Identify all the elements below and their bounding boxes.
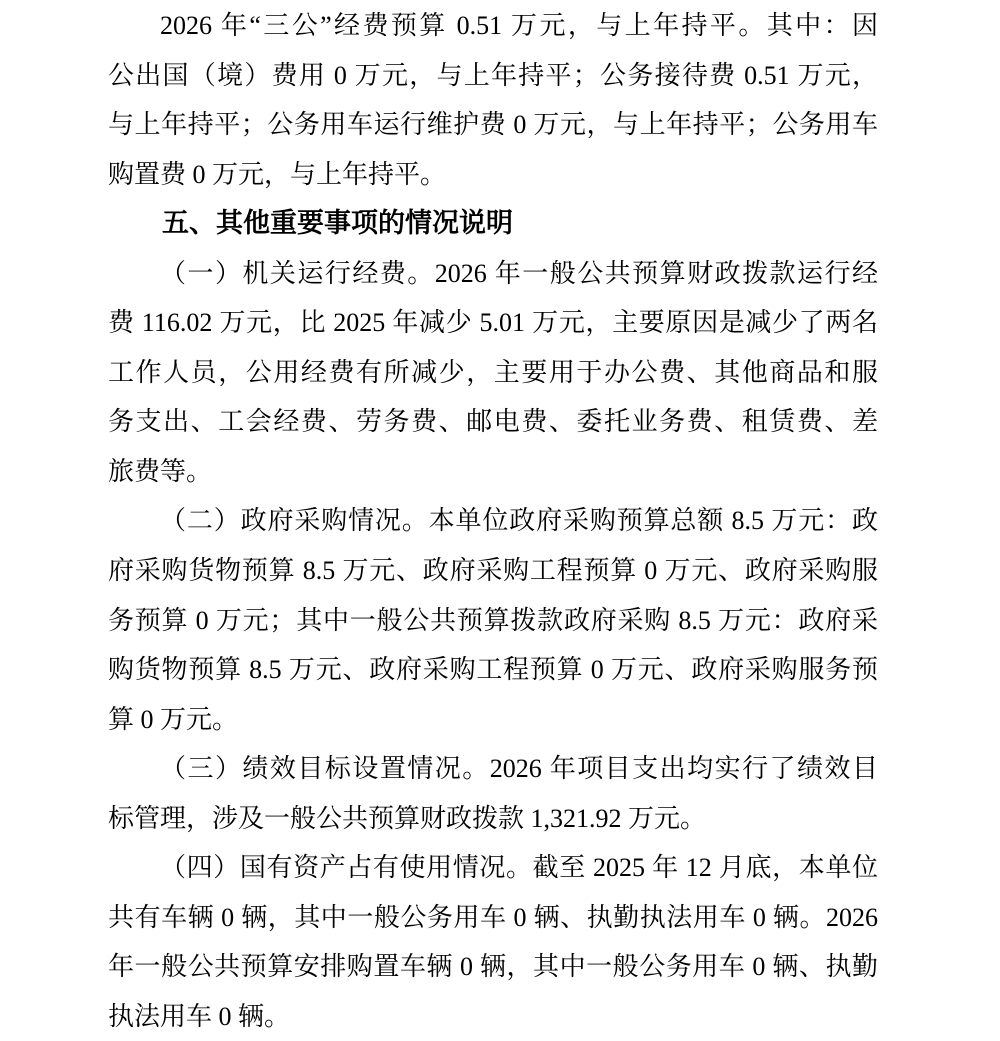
para-state-owned-assets bbox=[108, 843, 878, 1041]
text-line: 购货物预算 8.5 万元、政府采购工程预算 0 万元、政府采购服务预 bbox=[108, 655, 878, 685]
text-line: 算 0 万元。 bbox=[108, 704, 239, 734]
text-line: 费 116.02 万元，比 2025 年减少 5.01 万元，主要原因是减少了两名 bbox=[108, 308, 878, 338]
text-line: 标管理，涉及一般公共预算财政拨款 1,321.92 万元。 bbox=[108, 803, 707, 833]
para-performance-targets bbox=[108, 744, 878, 843]
text-line: 务支出、工会经费、劳务费、邮电费、委托业务费、租赁费、差 bbox=[108, 407, 878, 437]
text-line: 公出国（境）费用 0 万元，与上年持平；公务接待费 0.51 万元， bbox=[108, 60, 878, 90]
text-line: 执法用车 0 辆。 bbox=[108, 1001, 291, 1031]
text-line: 务预算 0 万元；其中一般公共预算拨款政府采购 8.5 万元：政府采 bbox=[108, 605, 878, 635]
text-line: 共有车辆 0 辆，其中一般公务用车 0 辆、执勤执法用车 0 辆。2026 bbox=[108, 902, 878, 932]
text-line: （三）绩效目标设置情况。2026 年项目支出均实行了绩效目 bbox=[160, 754, 878, 784]
para-government-procurement bbox=[108, 496, 878, 744]
para-three-public-funds bbox=[108, 1, 878, 199]
text-line: 工作人员，公用经费有所减少，主要用于办公费、其他商品和服 bbox=[108, 357, 878, 387]
para-agency-operating-costs bbox=[108, 249, 878, 497]
text-line: （二）政府采购情况。本单位政府采购预算总额 8.5 万元：政 bbox=[160, 506, 878, 536]
text-line: 2026 年“三公”经费预算 0.51 万元，与上年持平。其中：因 bbox=[160, 11, 878, 40]
text-line: （一）机关运行经费。2026 年一般公共预算财政拨款运行经 bbox=[160, 258, 878, 288]
text-line: 购置费 0 万元，与上年持平。 bbox=[108, 159, 447, 189]
section-heading: 五、其他重要事项的情况说明 bbox=[162, 208, 513, 239]
text-line: 年一般公共预算安排购置车辆 0 辆，其中一般公务用车 0 辆、执勤 bbox=[108, 952, 878, 982]
text-line: 与上年持平；公务用车运行维护费 0 万元，与上年持平；公务用车 bbox=[108, 110, 878, 140]
text-line: 府采购货物预算 8.5 万元、政府采购工程预算 0 万元、政府采购服 bbox=[108, 556, 878, 586]
text-line: 旅费等。 bbox=[108, 456, 213, 486]
text-line: （四）国有资产占有使用情况。截至 2025 年 12 月底，本单位 bbox=[160, 853, 878, 883]
